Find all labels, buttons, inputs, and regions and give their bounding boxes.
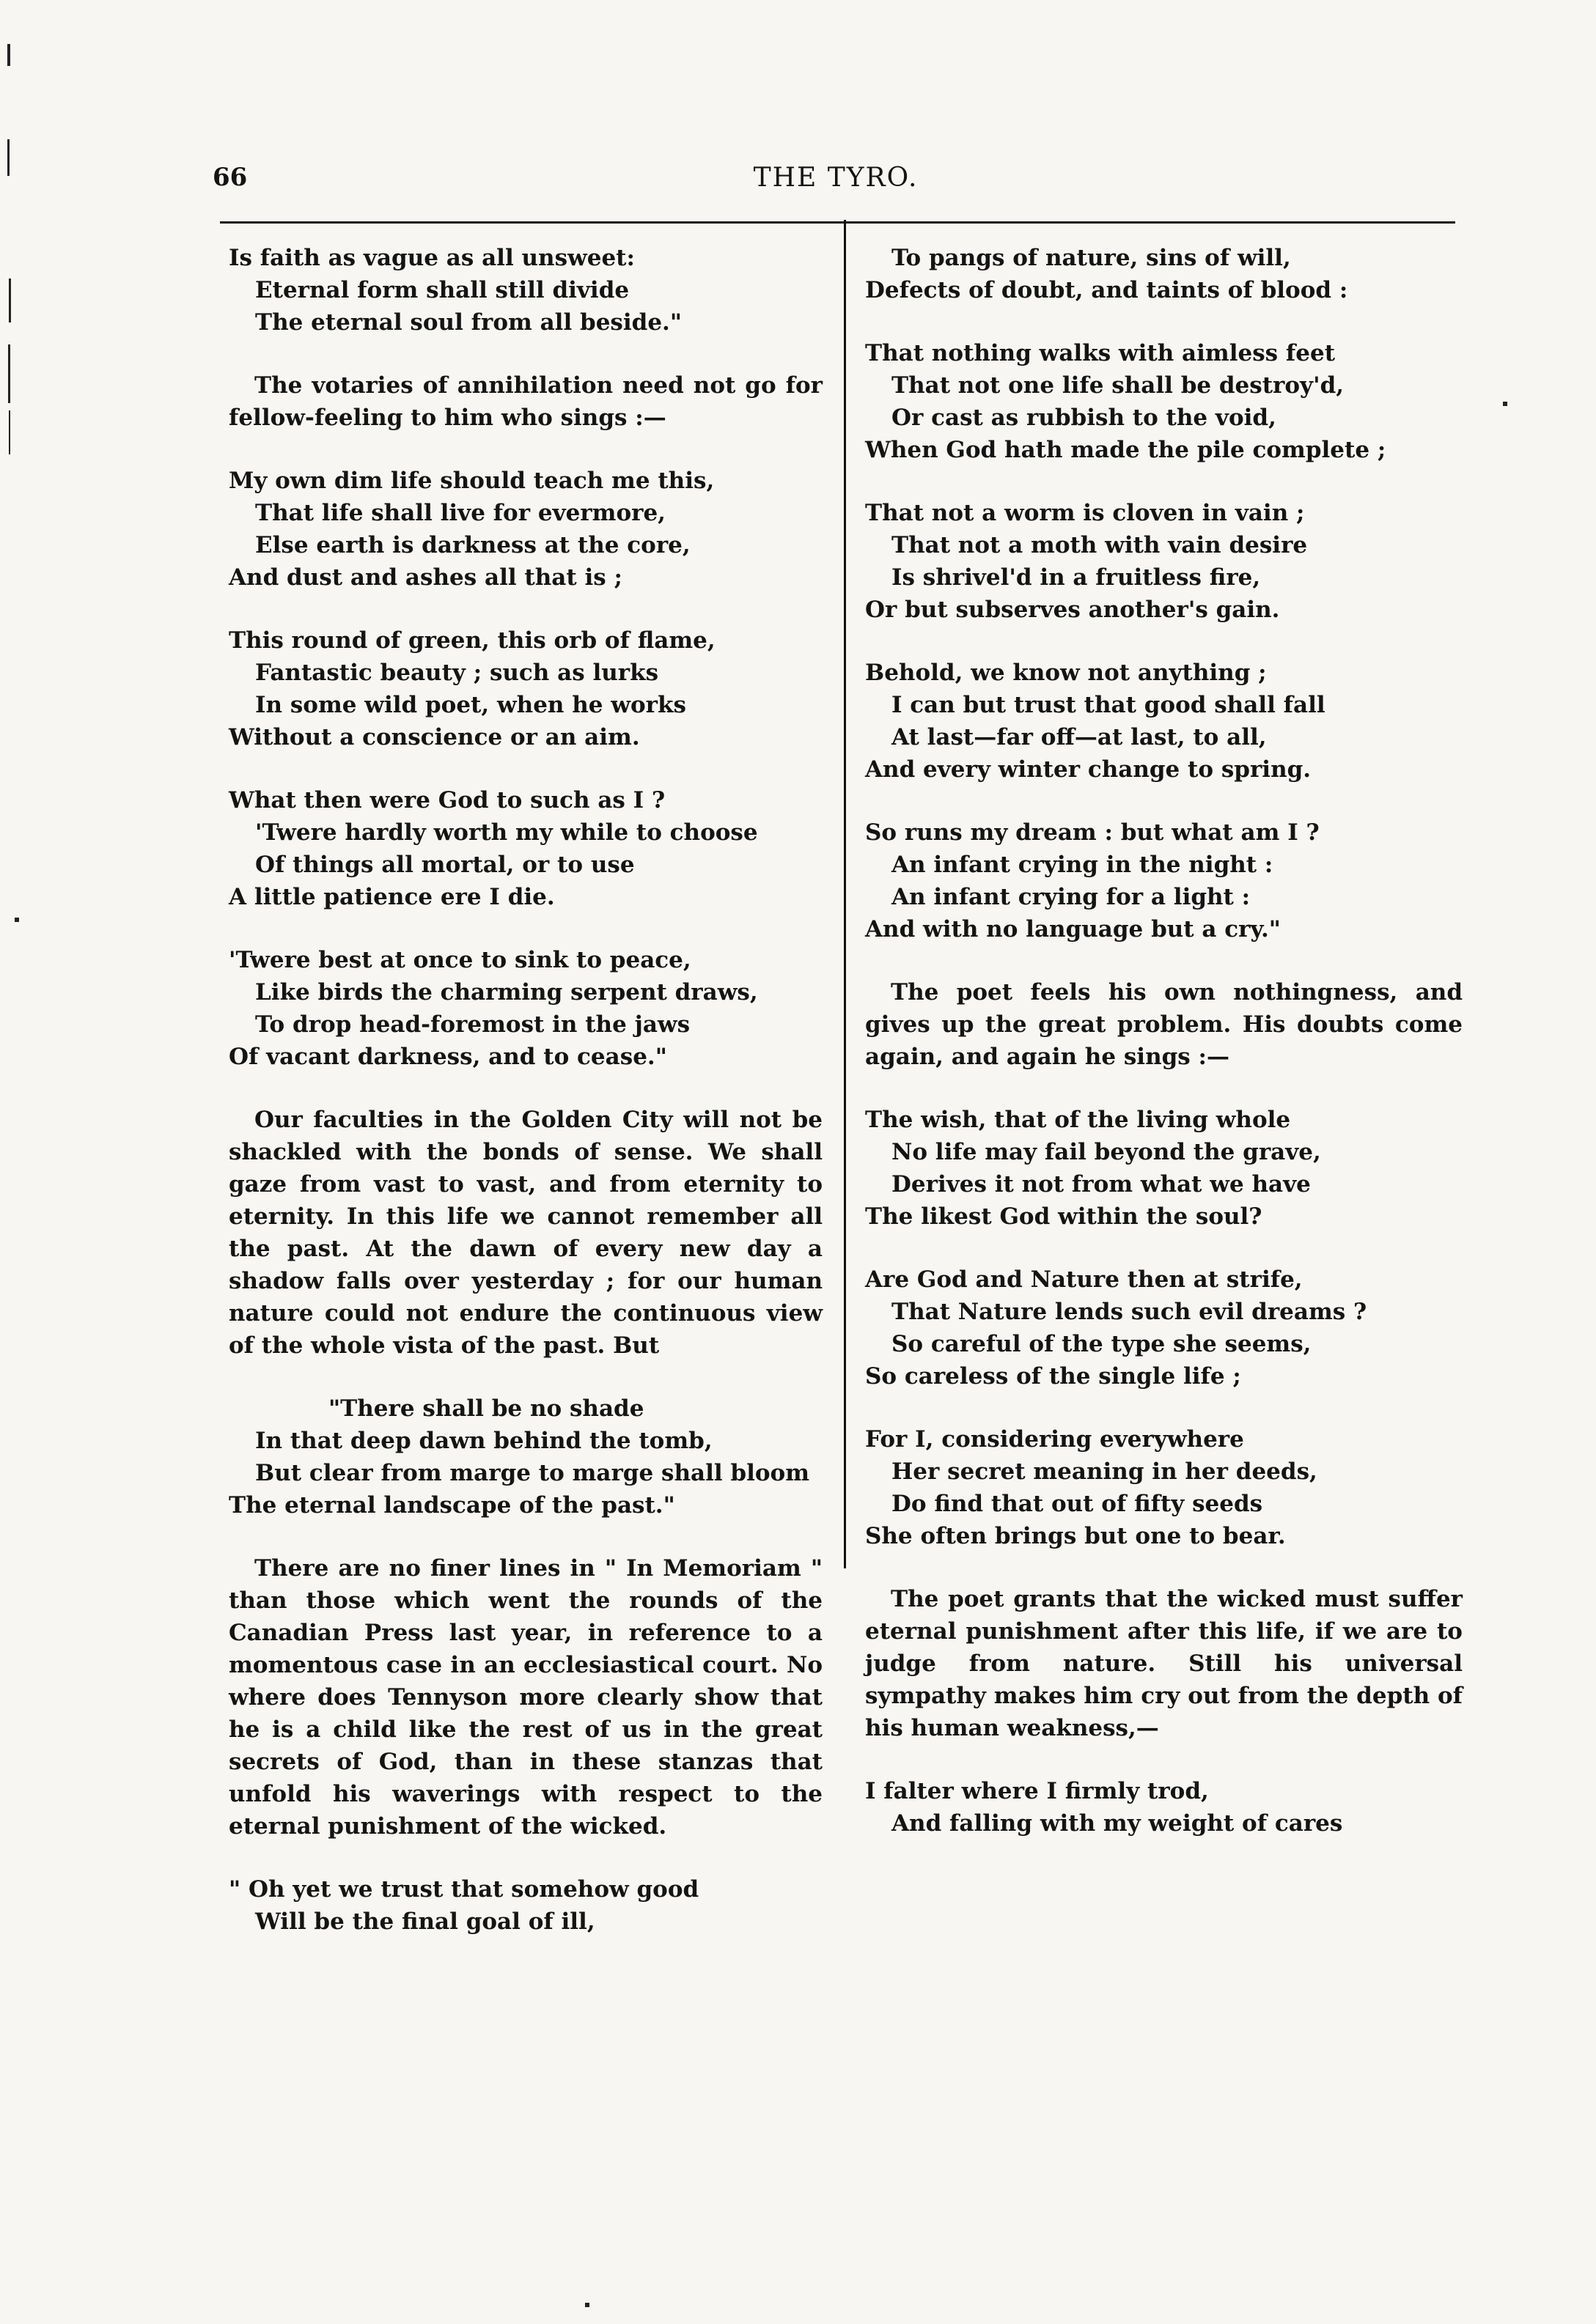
verse-stanza — [229, 1873, 823, 1938]
verse-line: Without a conscience or an aim. — [229, 724, 640, 750]
verse-line: And dust and ashes all that is ; — [229, 564, 622, 591]
paragraph: Our faculties in the Golden City will not be shackled with the bonds of sense. We shall gaze from vast to vast, and from eternity to eternity. In this life we cannot remember all the past. At the dawn of every new day a shadow falls over yesterday ; for our human nature could not endure the continuous view of the whole vista of the past. But — [229, 1107, 823, 1359]
verse-line: Do find that out of fifty seeds — [891, 1491, 1263, 1517]
paragraph: The poet grants that the wicked must suffer eternal punishment after this life, if we are to judge from nature. Still his universal sympathy makes him cry out from the depth of his human weakness,— — [865, 1586, 1463, 1741]
verse-line: That not a moth with vain desire — [891, 532, 1308, 558]
speck — [8, 344, 10, 403]
verse-stanza — [865, 816, 1463, 945]
verse-line: I falter where I firmly trod, — [865, 1778, 1209, 1804]
verse-line: But clear from marge to marge shall bloom — [255, 1460, 810, 1486]
verse-stanza — [229, 784, 823, 913]
verse-line: I can but trust that good shall fall — [891, 692, 1325, 718]
verse-line: No life may fail beyond the grave, — [891, 1139, 1321, 1165]
verse-line: Of vacant darkness, and to cease." — [229, 1044, 667, 1070]
verse-line: When God hath made the pile complete ; — [865, 437, 1386, 463]
paragraph: The votaries of annihilation need not go for fellow-feeling to him who sings :— — [229, 372, 823, 431]
verse-line: She often brings but one to bear. — [865, 1523, 1286, 1549]
verse-line: The eternal soul from all beside." — [255, 309, 682, 336]
verse-line: Are God and Nature then at strife, — [865, 1266, 1303, 1293]
verse-line: And every winter change to spring. — [865, 756, 1312, 783]
verse-line: Or but subserves another's gain. — [865, 597, 1280, 623]
verse-line: Fantastic beauty ; such as lurks — [255, 660, 659, 686]
verse-line: In that deep dawn behind the tomb, — [255, 1428, 713, 1454]
verse-stanza — [229, 465, 823, 594]
verse-line: A little patience ere I die. — [229, 884, 555, 910]
running-title: THE TYRO. — [753, 163, 919, 193]
verse-line: That not a worm is cloven in vain ; — [865, 500, 1305, 526]
speck — [9, 410, 10, 454]
verse-line: Of things all mortal, or to use — [255, 852, 635, 878]
paragraph: There are no finer lines in " In Memoriam " than those which went the rounds of the Canadian Press last year, in reference to a momentous case in an ecclesiastical court. No where does Tennyson more clearly show that he is a child like the rest of us in the great secrets of God, than in these stanzas that unfold his waverings with respect to the eternal punishment of the wicked. — [229, 1555, 823, 1840]
verse-line: So careless of the single life ; — [865, 1363, 1241, 1390]
verse-line: Is shrivel'd in a fruitless fire, — [891, 564, 1261, 591]
verse-line: Derives it not from what we have — [891, 1171, 1311, 1198]
verse-line: Will be the final goal of ill, — [255, 1908, 595, 1935]
verse-line: Else earth is darkness at the core, — [255, 532, 691, 558]
right-column — [865, 242, 1463, 1870]
verse-line: That not one life shall be destroy'd, — [891, 372, 1345, 399]
verse-line: That Nature lends such evil dreams ? — [891, 1299, 1367, 1325]
verse-stanza — [865, 242, 1463, 306]
verse-line: To drop head-foremost in the jaws — [255, 1011, 691, 1038]
paragraph: The poet feels his own nothingness, and gives up the great problem. His doubts come again, and again he sings :— — [865, 979, 1463, 1070]
verse-line: At last—far off—at last, to all, — [891, 724, 1267, 750]
verse-stanza — [229, 242, 823, 339]
speck — [9, 278, 11, 322]
verse-line: To pangs of nature, sins of will, — [891, 245, 1291, 271]
verse-line: This round of green, this orb of flame, — [229, 627, 716, 654]
speck — [1503, 402, 1507, 406]
verse-line: That life shall live for evermore, — [255, 500, 666, 526]
page-header — [213, 163, 1459, 199]
verse-line: The wish, that of the living whole — [865, 1107, 1291, 1133]
verse-line: The likest God within the soul? — [865, 1203, 1262, 1230]
verse-line: Is faith as vague as all unsweet: — [229, 245, 635, 271]
column-divider — [844, 220, 846, 1568]
header-rule — [220, 221, 1455, 224]
verse-stanza — [229, 624, 823, 753]
verse-line: And with no language but a cry." — [865, 916, 1281, 942]
verse-line: Like birds the charming serpent draws, — [255, 979, 758, 1006]
verse-stanza — [865, 657, 1463, 786]
verse-line: So careful of the type she seems, — [891, 1331, 1312, 1357]
speck — [585, 2303, 589, 2307]
verse-line: What then were God to such as I ? — [229, 787, 666, 814]
left-column — [229, 242, 823, 1969]
verse-line: An infant crying for a light : — [891, 884, 1251, 910]
verse-stanza — [865, 1264, 1463, 1392]
verse-line: 'Twere best at once to sink to peace, — [229, 947, 691, 973]
verse-stanza — [865, 497, 1463, 626]
speck — [7, 44, 10, 66]
verse-line: An infant crying in the night : — [891, 852, 1273, 878]
verse-line: 'Twere hardly worth my while to choose — [255, 819, 758, 846]
verse-line: That nothing walks with aimless feet — [865, 340, 1336, 366]
verse-line: " Oh yet we trust that somehow good — [229, 1876, 699, 1903]
verse-stanza — [865, 1423, 1463, 1552]
verse-stanza — [229, 1392, 823, 1521]
verse-line: "There shall be no shade — [328, 1395, 644, 1422]
speck — [15, 918, 19, 922]
verse-line: My own dim life should teach me this, — [229, 468, 715, 494]
verse-line: For I, considering everywhere — [865, 1426, 1244, 1453]
verse-line: Eternal form shall still divide — [255, 277, 630, 303]
verse-stanza — [865, 337, 1463, 466]
verse-line: Or cast as rubbish to the void, — [891, 405, 1276, 431]
verse-stanza — [229, 944, 823, 1073]
verse-line: And falling with my weight of cares — [891, 1810, 1343, 1837]
verse-line: Defects of doubt, and taints of blood : — [865, 277, 1348, 303]
verse-line: Her secret meaning in her deeds, — [891, 1458, 1317, 1485]
verse-line: Behold, we know not anything ; — [865, 660, 1267, 686]
verse-line: So runs my dream : but what am I ? — [865, 819, 1320, 846]
page-number: 66 — [213, 163, 248, 192]
verse-line: The eternal landscape of the past." — [229, 1492, 675, 1519]
verse-line: In some wild poet, when he works — [255, 692, 686, 718]
verse-stanza — [865, 1104, 1463, 1233]
verse-stanza — [865, 1775, 1463, 1840]
speck — [7, 139, 10, 176]
